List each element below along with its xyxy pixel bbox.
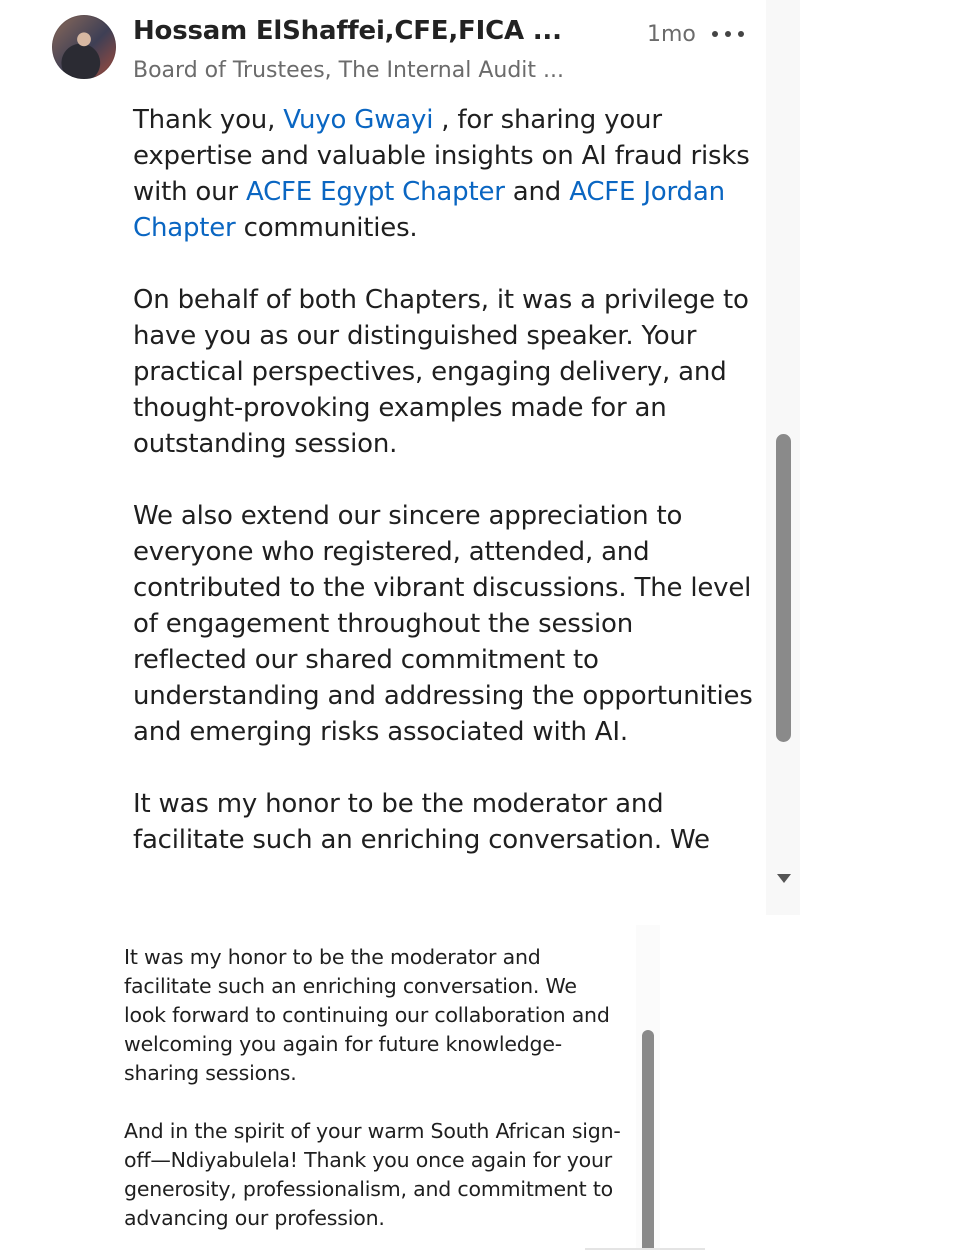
- comment-paragraph: It was my honor to be the moderator and facilitate such an enriching conversation. We: [133, 789, 710, 855]
- mention-acfe-egypt-chapter[interactable]: ACFE Egypt Chapter: [245, 177, 505, 207]
- scrollbar-thumb[interactable]: [642, 1030, 654, 1250]
- comment-continuation: [0, 915, 972, 1250]
- mention-vuyo-gwayi[interactable]: Vuyo Gwayi: [283, 105, 434, 135]
- comment-paragraph: On behalf of both Chapters, it was a privilege to have you as our distinguished speaker. Your practical perspectives, engaging delivery, and thought-provoking examples made for an outstanding session.: [133, 285, 749, 459]
- text-span: Thank you,: [133, 105, 284, 135]
- text-span: communities.: [235, 213, 418, 243]
- text-span: and: [504, 177, 570, 207]
- author-avatar[interactable]: [52, 15, 116, 79]
- comment-timestamp: 1mo: [647, 22, 696, 47]
- comment-text: [133, 102, 753, 894]
- comment-paragraph: [133, 102, 753, 246]
- comment-paragraph: We also extend our sincere appreciation to everyone who registered, attended, and contributed to the vibrant discussions. The level of engagement throughout the session reflected our shared commitment to understanding and addressing the opportunities and emerging risks associated with AI.: [133, 501, 753, 747]
- continuation-paragraph: It was my honor to be the moderator and facilitate such an enriching conversation. We look forward to continuing our collaboration and welcoming you again for future knowledge-sharing sessions.: [124, 945, 610, 1085]
- author-name[interactable]: Hossam ElShaffei,CFE,FICA ...: [133, 16, 562, 46]
- continuation-text: [124, 943, 624, 1250]
- scrollbar-thumb[interactable]: [776, 434, 791, 742]
- author-headline: Board of Trustees, The Internal Audit ...: [133, 58, 565, 83]
- scroll-down-arrow-icon[interactable]: [777, 874, 791, 883]
- text-span: , for sharing your expertise and valuable insights on AI fraud risks with our: [133, 105, 750, 207]
- continuation-paragraph: And in the spirit of your warm South African sign-off—Ndiyabulela! Thank you once again for your generosity, professionalism, and commitment to advancing our profession.: [124, 1119, 621, 1230]
- mention-acfe-jordan-chapter[interactable]: ACFE Jordan Chapter: [133, 177, 725, 243]
- ellipsis-icon[interactable]: [712, 20, 744, 48]
